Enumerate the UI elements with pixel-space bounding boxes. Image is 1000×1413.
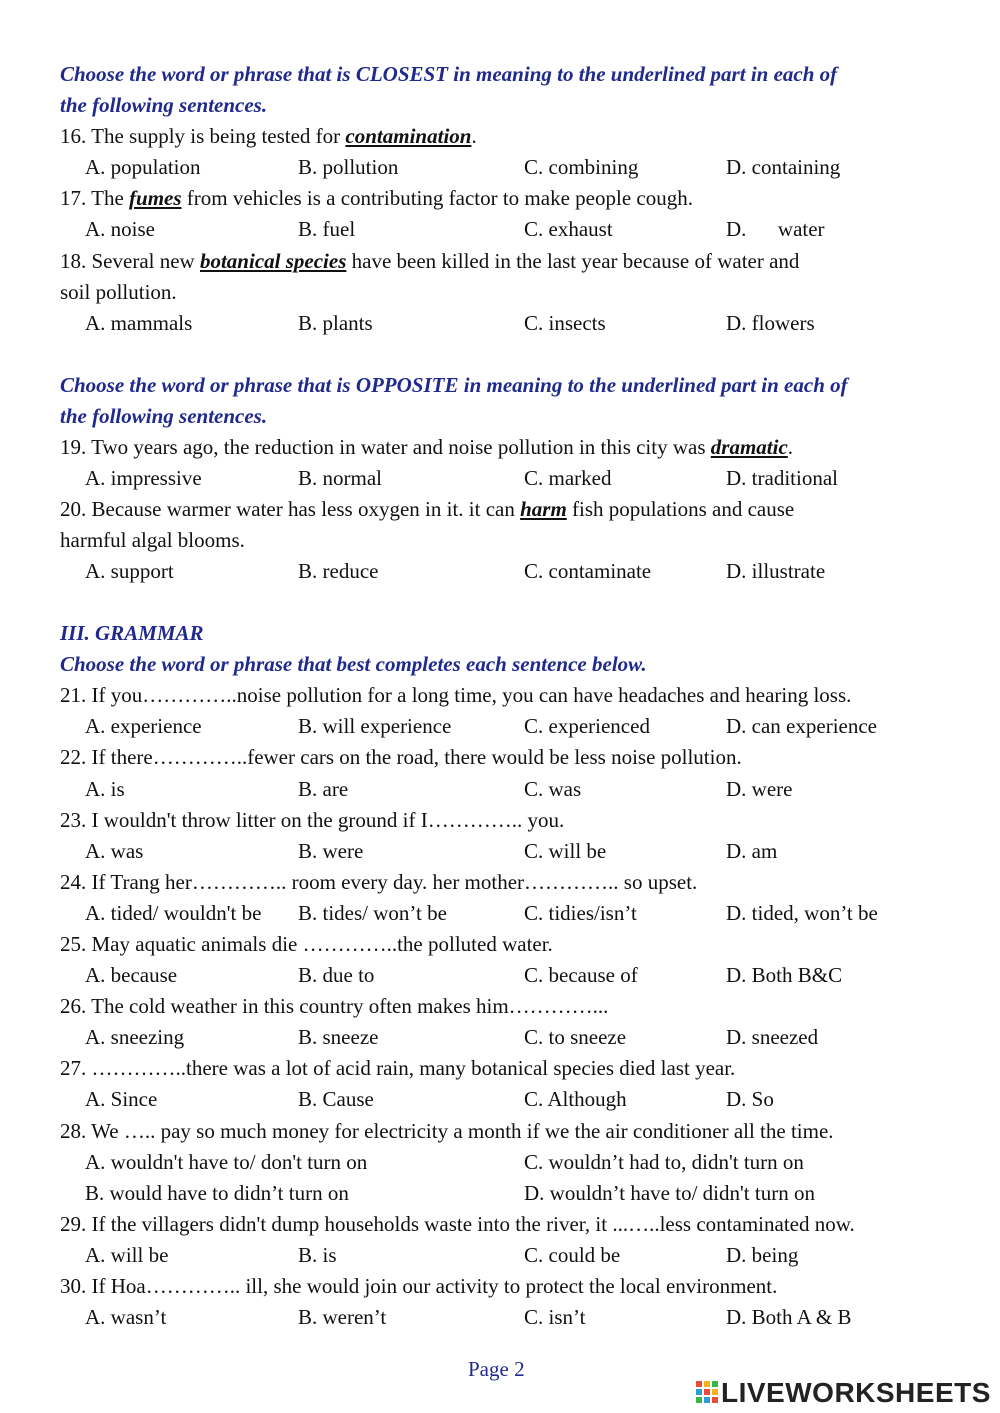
- q19-option-c[interactable]: C. marked: [524, 466, 612, 490]
- q28-option-c[interactable]: C. wouldn’t had to, didn't turn on: [524, 1150, 804, 1174]
- question-20: [60, 494, 960, 525]
- q21-option-a[interactable]: A. experience: [85, 714, 202, 738]
- q27-option-b[interactable]: B. Cause: [298, 1087, 374, 1111]
- q30-option-a[interactable]: A. wasn’t: [85, 1305, 167, 1329]
- q30-option-d[interactable]: D. Both A & B: [726, 1305, 852, 1329]
- question-23: 23. I wouldn't throw litter on the ground if I………….. you.: [60, 808, 565, 832]
- q22-option-c[interactable]: C. was: [524, 777, 582, 801]
- q24-options: [0, 898, 1000, 929]
- q27-option-a[interactable]: A. Since: [85, 1087, 158, 1111]
- q27-option-c[interactable]: C. Although: [524, 1087, 627, 1111]
- q18-continuation: soil pollution.: [60, 280, 177, 304]
- q17-options: [0, 214, 1000, 245]
- question-19: [60, 432, 960, 463]
- liveworksheets-logo[interactable]: [696, 1376, 991, 1410]
- q28-option-d[interactable]: D. wouldn’t have to/ didn't turn on: [524, 1181, 815, 1205]
- q23-option-a[interactable]: A. was: [85, 839, 144, 863]
- q23-option-b[interactable]: B. were: [298, 839, 364, 863]
- q17-option-c[interactable]: C. exhaust: [524, 217, 613, 241]
- q20-text-pre: 20. Because warmer water has less oxygen in it. it can: [60, 497, 521, 521]
- q25-options: [0, 960, 1000, 991]
- q16-text-post: .: [471, 124, 477, 148]
- q16-option-c[interactable]: C. combining: [524, 155, 639, 179]
- q23-option-c[interactable]: C. will be: [524, 839, 607, 863]
- q30-option-b[interactable]: B. weren’t: [298, 1305, 387, 1329]
- q25-option-c[interactable]: C. because of: [524, 963, 638, 987]
- liveworksheets-logo-text: LIVEWORKSHEETS: [721, 1377, 991, 1408]
- q20-underlined: harm: [520, 497, 567, 521]
- q17-option-a[interactable]: A. noise: [85, 217, 155, 241]
- q27-options: [0, 1084, 1000, 1115]
- q24-option-c[interactable]: C. tidies/isn’t: [524, 901, 637, 925]
- q23-option-d[interactable]: D. am: [726, 839, 778, 863]
- instruction-closest-line1: Choose the word or phrase that is CLOSEST in meaning to the underlined part in each of: [60, 62, 838, 86]
- grammar-heading: III. GRAMMAR: [60, 621, 204, 645]
- q19-option-b[interactable]: B. normal: [298, 466, 382, 490]
- q20-option-b[interactable]: B. reduce: [298, 559, 379, 583]
- q18-options: [0, 308, 1000, 339]
- q28-option-a[interactable]: A. wouldn't have to/ don't turn on: [85, 1150, 368, 1174]
- q22-options: [0, 774, 1000, 805]
- q21-option-b[interactable]: B. will experience: [298, 714, 452, 738]
- q18-text-pre: 18. Several new: [60, 249, 200, 273]
- q21-option-c[interactable]: C. experienced: [524, 714, 650, 738]
- q18-option-d[interactable]: D. flowers: [726, 311, 815, 335]
- instruction-closest-line2: the following sentences.: [60, 93, 268, 117]
- q26-option-a[interactable]: A. sneezing: [85, 1025, 185, 1049]
- q16-underlined: contamination: [345, 124, 472, 148]
- q29-option-a[interactable]: A. will be: [85, 1243, 169, 1267]
- instruction-opposite-line1: Choose the word or phrase that is OPPOSITE in meaning to the underlined part in each of: [60, 373, 848, 397]
- q19-text-pre: 19. Two years ago, the reduction in water and noise pollution in this city was: [60, 435, 711, 459]
- liveworksheets-logo-icon: [696, 1381, 718, 1405]
- q20-continuation: harmful algal blooms.: [60, 528, 245, 552]
- q20-option-c[interactable]: C. contaminate: [524, 559, 652, 583]
- question-22: 22. If there…………..fewer cars on the road, there would be less noise pollution.: [60, 745, 742, 769]
- q21-option-d[interactable]: D. can experience: [726, 714, 877, 738]
- q19-options: [0, 463, 1000, 494]
- question-28: 28. We ….. pay so much money for electricity a month if we the air conditioner all the time.: [60, 1119, 834, 1143]
- q29-option-c[interactable]: C. could be: [524, 1243, 621, 1267]
- q17-underlined: fumes: [129, 186, 182, 210]
- q24-option-a[interactable]: A. tided/ wouldn't be: [85, 901, 262, 925]
- q28-options-row2: [0, 1178, 1000, 1209]
- question-21: 21. If you…………..noise pollution for a long time, you can have headaches and hearing loss.: [60, 683, 852, 707]
- q28-options-row1: [0, 1147, 1000, 1178]
- question-17: [60, 183, 960, 214]
- q26-option-b[interactable]: B. sneeze: [298, 1025, 379, 1049]
- q17-text-post: from vehicles is a contributing factor to make people cough.: [181, 186, 693, 210]
- q30-option-c[interactable]: C. isn’t: [524, 1305, 586, 1329]
- q18-text-post: have been killed in the last year because of water and: [346, 249, 800, 273]
- q25-option-a[interactable]: A. because: [85, 963, 178, 987]
- grammar-instruction: Choose the word or phrase that best completes each sentence below.: [60, 652, 647, 676]
- q22-option-b[interactable]: B. are: [298, 777, 349, 801]
- q24-option-d[interactable]: D. tided, won’t be: [726, 901, 878, 925]
- q17-option-b[interactable]: B. fuel: [298, 217, 356, 241]
- q29-option-d[interactable]: D. being: [726, 1243, 799, 1267]
- q20-option-d[interactable]: D. illustrate: [726, 559, 826, 583]
- q25-option-d[interactable]: D. Both B&C: [726, 963, 843, 987]
- instruction-opposite-line2: the following sentences.: [60, 404, 268, 428]
- q16-option-a[interactable]: A. population: [85, 155, 201, 179]
- q23-options: [0, 836, 1000, 867]
- question-24: 24. If Trang her………….. room every day. her mother………….. so upset.: [60, 870, 698, 894]
- q16-option-b[interactable]: B. pollution: [298, 155, 399, 179]
- q29-option-b[interactable]: B. is: [298, 1243, 337, 1267]
- question-16: [60, 121, 960, 152]
- q20-text-post: fish populations and cause: [566, 497, 795, 521]
- q29-options: [0, 1240, 1000, 1271]
- question-18: [60, 246, 960, 277]
- q26-option-c[interactable]: C. to sneeze: [524, 1025, 627, 1049]
- q26-options: [0, 1022, 1000, 1053]
- q27-option-d[interactable]: D. So: [726, 1087, 774, 1111]
- q21-options: [0, 711, 1000, 742]
- q18-option-c[interactable]: C. insects: [524, 311, 606, 335]
- q22-option-d[interactable]: D. were: [726, 777, 793, 801]
- q16-options: [0, 152, 1000, 183]
- q20-options: [0, 556, 1000, 587]
- question-29: 29. If the villagers didn't dump households waste into the river, it ...…..less contaminated now.: [60, 1212, 855, 1236]
- question-25: 25. May aquatic animals die …………..the polluted water.: [60, 932, 553, 956]
- q18-option-b[interactable]: B. plants: [298, 311, 373, 335]
- q28-option-b[interactable]: B. would have to didn’t turn on: [85, 1181, 349, 1205]
- question-26: 26. The cold weather in this country often makes him…………...: [60, 994, 609, 1018]
- q19-text-post: .: [787, 435, 794, 459]
- q22-option-a[interactable]: A. is: [85, 777, 125, 801]
- q16-text-pre: 16. The supply is being tested for: [60, 124, 346, 148]
- q24-option-b[interactable]: B. tides/ won’t be: [298, 901, 447, 925]
- q19-underlined: dramatic: [710, 435, 788, 459]
- q25-option-b[interactable]: B. due to: [298, 963, 375, 987]
- q18-underlined: botanical species: [199, 249, 347, 273]
- q16-option-d[interactable]: D. containing: [726, 155, 841, 179]
- q17-option-d[interactable]: D. water: [726, 217, 825, 241]
- q30-options: [0, 1302, 1000, 1333]
- q26-option-d[interactable]: D. sneezed: [726, 1025, 819, 1049]
- q17-text-pre: 17. The: [60, 186, 130, 210]
- q19-option-d[interactable]: D. traditional: [726, 466, 838, 490]
- q19-option-a[interactable]: A. impressive: [85, 466, 202, 490]
- page-number: Page 2: [468, 1357, 525, 1381]
- q20-option-a[interactable]: A. support: [85, 559, 174, 583]
- q18-option-a[interactable]: A. mammals: [85, 311, 193, 335]
- question-27: 27. …………..there was a lot of acid rain, many botanical species died last year.: [60, 1056, 736, 1080]
- question-30: 30. If Hoa………….. ill, she would join our activity to protect the local environment.: [60, 1274, 778, 1298]
